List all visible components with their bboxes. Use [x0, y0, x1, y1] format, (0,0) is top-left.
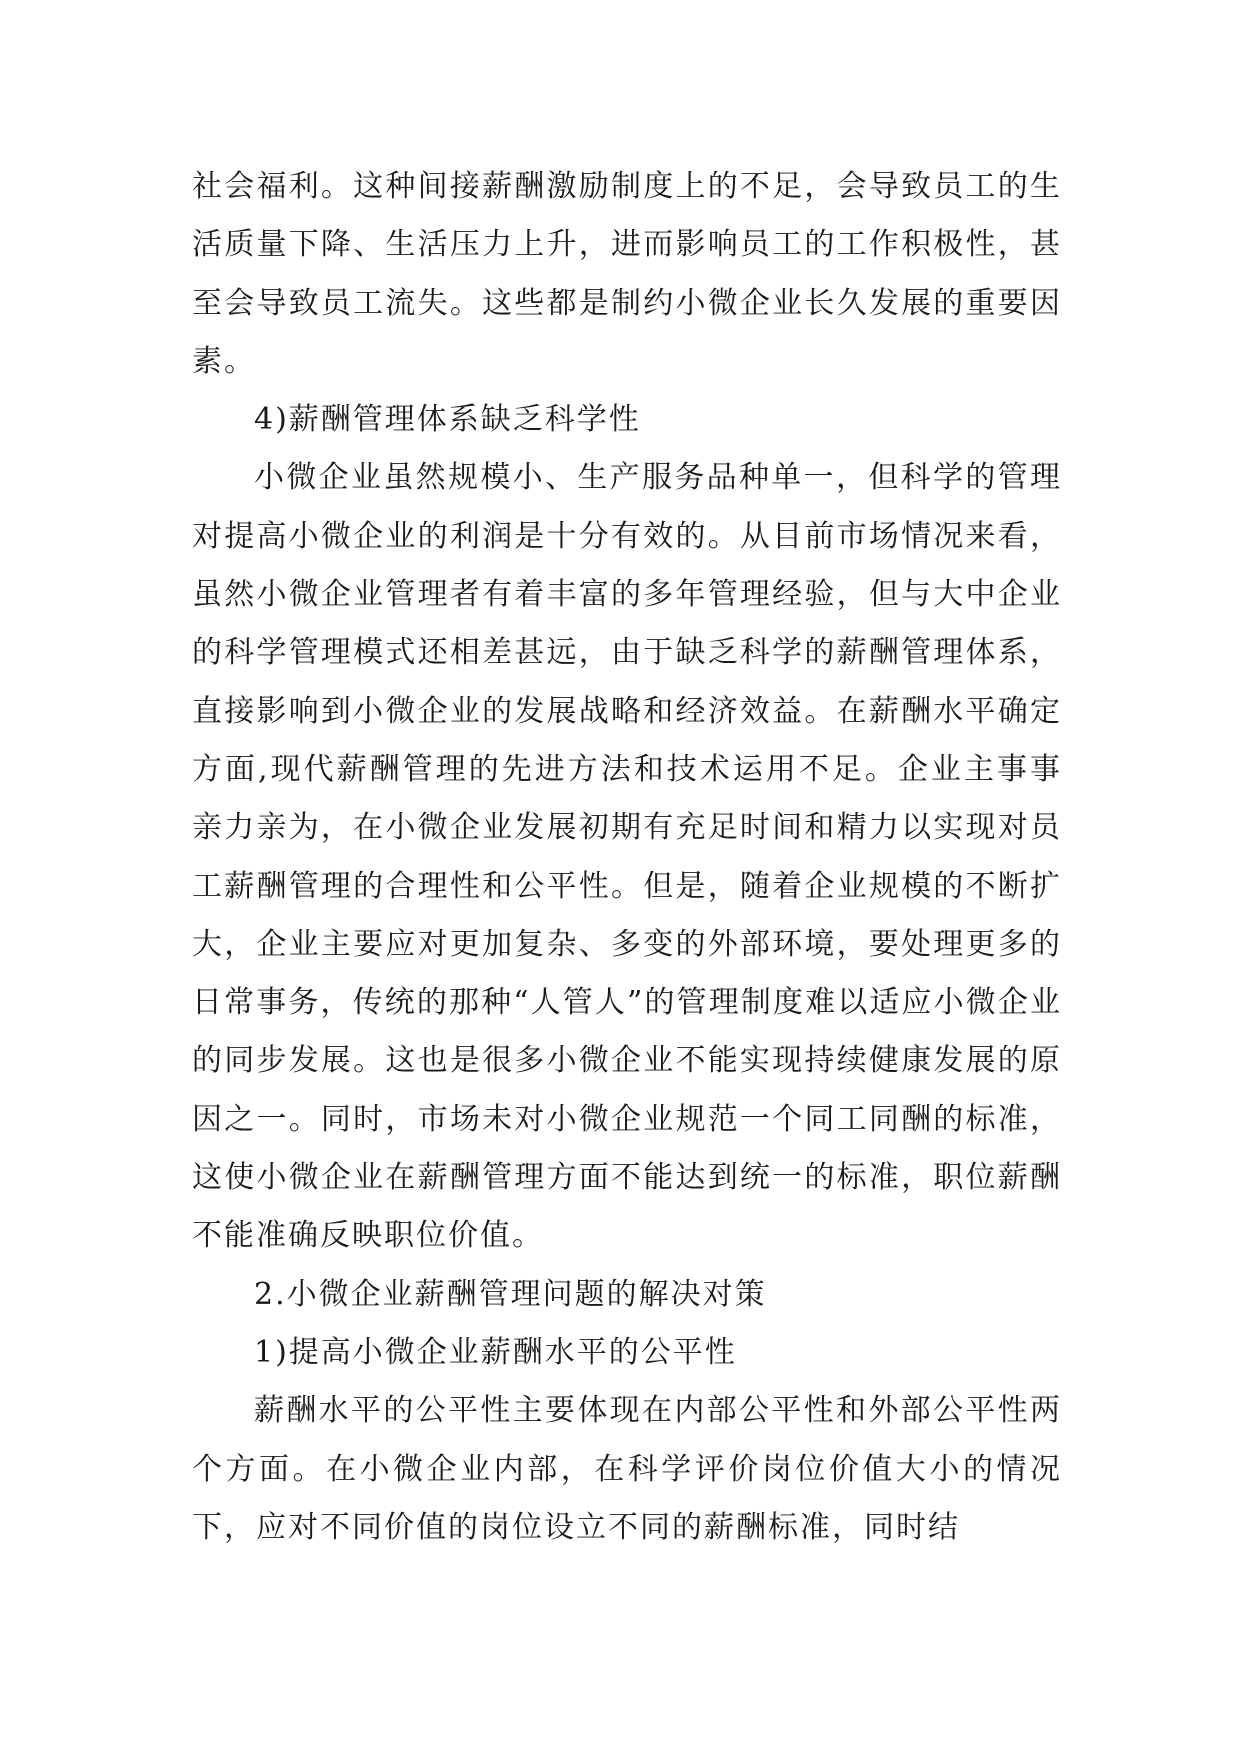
section-heading-solutions: 2.小微企业薪酬管理问题的解决对策 [254, 1276, 767, 1312]
section-heading-salary-system-unscientific: 4)薪酬管理体系缺乏科学性 [254, 402, 641, 438]
paragraph-social-welfare: 社会福利。这种间接薪酬激励制度上的不足，会导致员工的生活质量下降、生活压力上升，进而影响员工的工作积极性，甚至会导致员工流失。这些都是制约小微企业长久发展的重要因素。 [192, 169, 1062, 379]
paragraph-scientific-management: 小微企业虽然规模小、生产服务品种单一，但科学的管理对提高小微企业的利润是十分有效的。从目前市场情况来看，虽然小微企业管理者有着丰富的多年管理经验，但与大中企业的科学管理模式还相差甚远，由于缺乏科学的薪酬管理体系，直接影响到小微企业的发展战略和经济效益。在薪酬水平确定方面,现代薪酬管理的先进方法和技术运用不足。企业主事事亲力亲为，在小微企业发展初期有充足时间和精力以实现对员工薪酬管理的合理性和公平性。但是，随着企业规模的不断扩大，企业主要应对更加复杂、多变的外部环境，要处理更多的日常事务，传统的那种“人管人”的管理制度难以适应小微企业的同步发展。这也是很多小微企业不能实现持续健康发展的原因之一。同时，市场未对小微企业规范一个同工同酬的标准，这使小微企业在薪酬管理方面不能达到统一的标准，职位薪酬不能准确反映职位价值。 [192, 460, 1062, 1254]
paragraph-fairness: 薪酬水平的公平性主要体现在内部公平性和外部公平性两个方面。在小微企业内部，在科学评价岗位价值大小的情况下，应对不同价值的岗位设立不同的薪酬标准，同时结 [192, 1393, 1062, 1545]
section-heading-improve-fairness: 1)提高小微企业薪酬水平的公平性 [254, 1334, 737, 1370]
document-body [192, 158, 1062, 1557]
